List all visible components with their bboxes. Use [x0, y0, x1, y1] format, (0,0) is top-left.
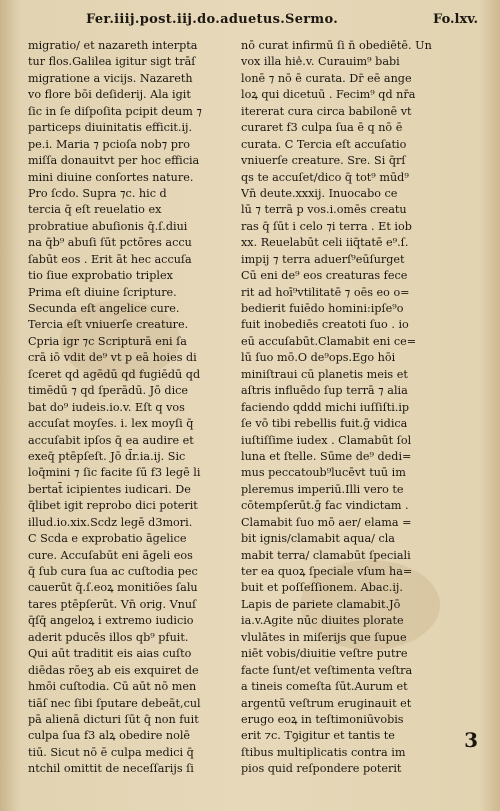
text-line: q̄ ſub cura ſua ac cuſtodia pec [28, 565, 198, 578]
text-line: fuit inobediēs creatoti ſuo . io [241, 318, 409, 332]
text-line: q̄libet igit reprobo dici poterit [28, 499, 198, 513]
text-line: miniſtraui cū planetis meis et [241, 367, 408, 381]
folio-number: Fo.lxv. [433, 12, 478, 27]
text-line: Pro ſcdo. Supra ⁊c. hic d [28, 186, 167, 200]
text-line: luna et ſtelle. Sūme de⁹ dedi= [241, 449, 412, 463]
text-line: lū ⁊ terrā p vos.i.omēs creatu [241, 203, 407, 217]
text-line: cōtempſerūt.ḡ fac vindictam . [241, 499, 409, 513]
text-line: tiāſ nec ſibi ſputare debeāt,cul [28, 696, 201, 710]
text-line: q̄ſq̄ angeloꝝ i extremo iudicio [28, 614, 194, 628]
signature-mark: 3 [464, 728, 478, 752]
text-line: cauerūt q̄.ſ.eoꝝ monitiões ſalu [28, 581, 198, 595]
text-line: ntchil omittit de neceſſarijs ſi [28, 762, 194, 776]
text-line: bit ignis/clamabit aqua/ cla [241, 532, 395, 546]
text-line: timēdū ⁊ qd ſperādū. Jō dice [28, 384, 189, 398]
text-line: C Scda e exprobatio āgelice [28, 532, 187, 546]
text-line: vlulātes in miſerijs que ſupue [241, 630, 407, 644]
text-line: buit et poſſeſſionem. Abac.ij. [241, 581, 403, 595]
text-line: tur flos.Galilea igitur sigt trāſ [28, 55, 196, 69]
text-line: pios quid reſpondere poterit [241, 762, 402, 776]
text-line: pā alienā dicturi ſūt q̄ non fuit [28, 712, 199, 726]
text-line: argentū veſtrum eruginauit et [241, 696, 412, 710]
text-line: migratione a vicijs. Nazareth [28, 71, 193, 85]
text-line: nō curat infirmū ſi n̄ obediētē. Un [241, 39, 432, 52]
text-line: facte ſunt/et veſtimenta veſtra [241, 663, 413, 677]
text-line: Cpria igr ⁊c Scripturā eni ſa [28, 334, 187, 348]
text-line: curata. C Tercia eſt accuſatio [241, 137, 407, 151]
running-header [20, 10, 486, 32]
text-line: accuſabit ipſos q̄ ea audire et [28, 433, 194, 447]
text-line: particeps diuinitatis efficit.ij. [28, 121, 193, 135]
text-column-left [28, 38, 240, 778]
text-line: Tercia eſt vniuerſe creature. [28, 318, 189, 332]
text-line: tio ſiue exprobatio triplex [28, 269, 173, 283]
text-line: mus peccatoub⁹lucēvt tuū im [241, 466, 406, 480]
text-line: erugo eoꝝ in teſtimoniūvobis [241, 712, 404, 726]
text-line: probratiue abuſionis q̄.ſ.diui [28, 219, 188, 233]
text-line: Cū eni de⁹ eos creaturas fece [241, 269, 408, 283]
text-line: Prima eſt diuine ſcripture. [28, 285, 177, 299]
text-line: ter ea quoꝝ ſpeciale vſum ha= [241, 565, 413, 578]
text-line: ſe vō tibi rebellis fuit.ḡ vidica [241, 417, 408, 431]
text-line: pleremus imperiū.Illi vero te [241, 482, 404, 496]
running-title: Fer.iiij.post.iij.do.aduetus.Sermo. [86, 12, 339, 27]
text-line: niēt vobis/diuitie veſtre putre [241, 647, 408, 661]
text-line: qs te accuſet/dico q̄ tot⁹ mūd⁹ [241, 170, 409, 184]
text-line: rit ad hoī⁹vtilitatē ⁊ oēs eo o= [241, 285, 410, 299]
text-line: mabit terra/ clamabūt ſpeciali [241, 548, 411, 562]
text-line: crā iō vdit de⁹ vt p eā hoies di [28, 351, 197, 365]
text-line: accuſat moyſes. i. lex moyſi q̄ [28, 417, 194, 431]
text-line: lonē ⁊ nō ē curata. Dr̄ eē ange [241, 71, 412, 85]
text-line: tercia q̄ eſt reuelatio ex [28, 203, 162, 217]
text-line: cure. Accuſabūt eni āgeli eos [28, 548, 193, 562]
text-line: mini diuine conſortes nature. [28, 170, 194, 184]
text-line: vniuerſe creature. Sre. Si q̄rſ [241, 154, 406, 168]
text-line: erit ⁊c. Tꝯigitur et tantis te [241, 729, 395, 743]
text-line: tiū. Sicut nō ē culpa medici q̄ [28, 745, 194, 759]
text-line: pe.i. Maria ⁊ pcioſa nob⁊ pro [28, 137, 190, 151]
text-line: loꝝ qui dicetuū . Fecim⁹ qd nr̄a [241, 88, 416, 102]
text-line: miſſa donauitvt per hoc efficia [28, 154, 200, 168]
text-line: hmōi cuſtodia. Cū aūt nō men [28, 680, 197, 694]
text-line: tares ptēpſerūt. Vn̄ orig. Vnuſ [28, 597, 197, 611]
text-line: loq̄mini ⁊ ſic facite ſū f3 legē li [28, 466, 201, 480]
text-line: ſabūt eos . Erit āt hec accuſa [28, 252, 192, 266]
text-line: Lapis de pariete clamabit.Jō [241, 597, 401, 611]
text-line: vo flore bōi deſiderij. Ala igit [28, 88, 191, 102]
text-line: itererat cura circa babilonē vt [241, 104, 412, 118]
text-line: na q̄b⁹ abuſi ſūt pctōres accu [28, 236, 192, 250]
text-line: iuſtiſſime iudex . Clamabūt ſol [241, 433, 412, 447]
text-line: Clamabit ſuo mō aer/ elama = [241, 515, 412, 529]
text-line: curaret f3 culpa ſua ē q nō ē [241, 121, 403, 135]
text-line: xx. Reuelabūt celi iiq̄tatē e⁹.ſ. [241, 236, 409, 250]
text-column-right [241, 38, 467, 778]
text-line: faciendo qddd michi iuſſiſti.ip [241, 400, 410, 414]
text-line: aderit pducēs illos qb⁹ pfuit. [28, 630, 189, 644]
text-line: bedierit fuiēdo homini:ipſe⁹o [241, 302, 404, 315]
text-line: impij ⁊ terra aduerſ⁹eūſurget [241, 252, 405, 266]
text-line: ſceret qd agēdū qd fugiēdū qd [28, 367, 201, 381]
text-line: diēdas rōeʒ ab eis exquiret de [28, 663, 199, 677]
text-line: lū ſuo mō.O de⁹ops.Ego hōi [241, 351, 396, 365]
text-line: aſtris influēdo ſup terrā ⁊ alia [241, 384, 408, 398]
text-line: ſtibus multiplicatis contra im [241, 745, 406, 759]
text-line: culpa ſua f3 alꝝ obedire nolē [28, 729, 191, 743]
text-line: ia.v.Agite nūc diuites plorate [241, 614, 404, 628]
text-line: migratio/ et nazareth interpta [28, 39, 198, 52]
text-line: Vn̄ deute.xxxij. Inuocabo ce [241, 186, 398, 200]
text-line: bat do⁹ iudeis.io.v. Eſt q vos [28, 400, 185, 414]
text-line: a tineis comeſta ſūt.Aurum et [241, 680, 408, 694]
text-line: ras q̄ ſūt i celo ⁊i terra . Et iob [241, 219, 412, 233]
text-line: bertat̄ icipientes iudicari. De [28, 482, 191, 496]
text-line: exeq̄ ptēpſeſt. Jō d̄r.ia.ij. Sic [28, 449, 186, 463]
text-line: ſic in ſe diſpoſita pcipit deum ⁊ [28, 104, 202, 118]
text-line: Secunda eſt angelice cure. [28, 302, 180, 315]
text-line: Qui aūt traditit eis aias cuſto [28, 647, 192, 661]
text-line: eū accuſabūt.Clamabit eni ce= [241, 334, 417, 348]
text-line: illud.io.xix.Scdz legē d3mori. [28, 515, 193, 529]
text-line: vox illa hie̾.v. Curauim⁹ babi [241, 55, 400, 69]
